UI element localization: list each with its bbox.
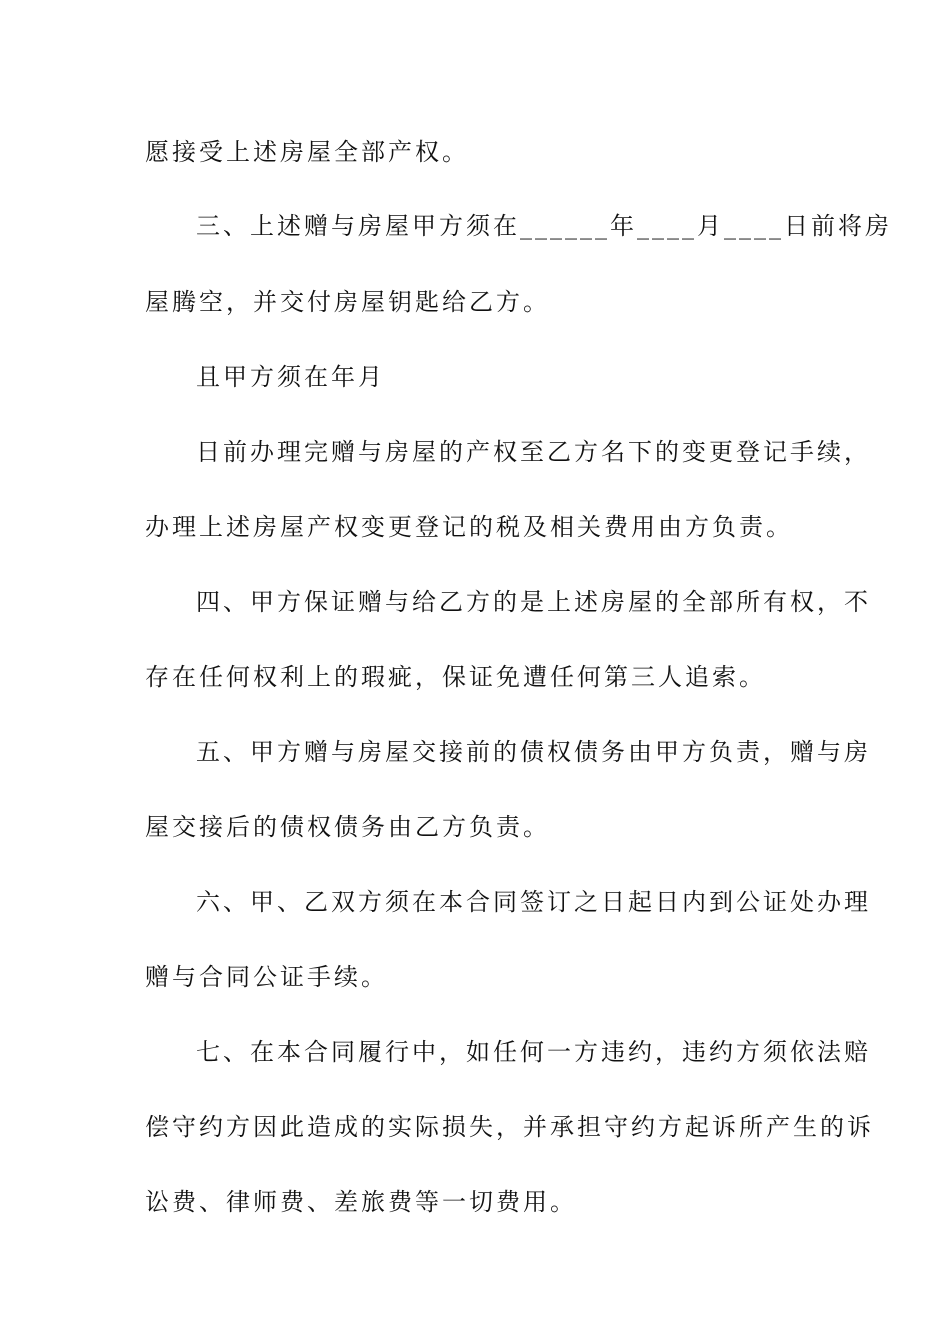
clause-4-line-2: 存在任何权利上的瑕疵，保证免遭任何第三人追索。 bbox=[145, 663, 766, 691]
clause-6-line-2: 赠与合同公证手续。 bbox=[145, 963, 388, 991]
clause-3-line-1: 三、上述赠与房屋甲方须在______年____月____日前将房 bbox=[196, 212, 892, 240]
clause-4-line-1: 四、甲方保证赠与给乙方的是上述房屋的全部所有权，不 bbox=[196, 588, 871, 616]
clause-7-line-2: 偿守约方因此造成的实际损失，并承担守约方起诉所产生的诉 bbox=[145, 1113, 874, 1141]
clause-3-line-2: 屋腾空，并交付房屋钥匙给乙方。 bbox=[145, 288, 550, 316]
clause-5-line-1: 五、甲方赠与房屋交接前的债权债务由甲方负责，赠与房 bbox=[196, 738, 871, 766]
clause-5-line-2: 屋交接后的债权债务由乙方负责。 bbox=[145, 813, 550, 841]
text-line: 办理上述房屋产权变更登记的税及相关费用由方负责。 bbox=[145, 513, 793, 541]
clause-6-line-1: 六、甲、乙双方须在本合同签订之日起日内到公证处办理 bbox=[196, 888, 871, 916]
text-line: 且甲方须在年月 bbox=[196, 363, 385, 391]
clause-7-line-1: 七、在本合同履行中，如任何一方违约，违约方须依法赔 bbox=[196, 1038, 871, 1066]
text-line: 愿接受上述房屋全部产权。 bbox=[145, 138, 469, 166]
clause-7-line-3: 讼费、律师费、差旅费等一切费用。 bbox=[145, 1188, 577, 1216]
text-line: 日前办理完赠与房屋的产权至乙方名下的变更登记手续， bbox=[196, 438, 871, 466]
